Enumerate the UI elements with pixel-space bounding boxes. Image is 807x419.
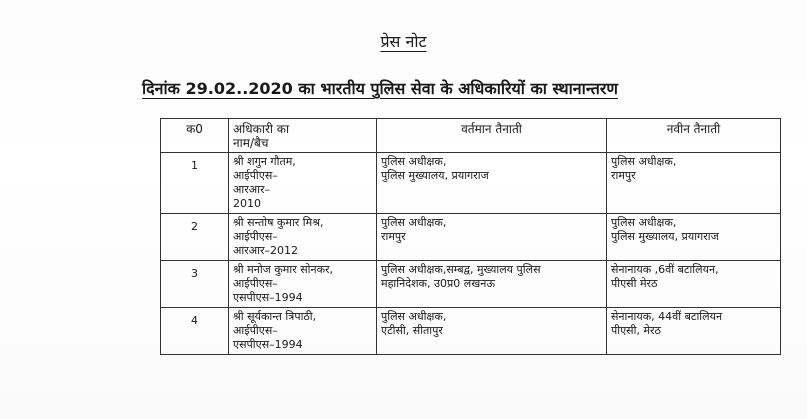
officer-name: श्री शगुन गौतम, — [233, 155, 296, 168]
officer-service: आईपीएस– — [233, 230, 278, 243]
current-post: पुलिस अधीक्षक, — [381, 155, 447, 168]
cell-current-posting — [377, 261, 607, 308]
document-title: प्रेस नोट — [380, 32, 427, 51]
cell-serial: 4 — [161, 308, 229, 355]
document-subtitle: दिनांक 29.02..2020 का भारतीय पुलिस सेवा के अधिकारियों का स्थानान्तरण — [142, 79, 618, 98]
officer-name: श्री मनोज कुमार सोनकर, — [233, 263, 334, 276]
table-row — [161, 308, 781, 355]
cell-officer — [229, 261, 377, 308]
header-officer — [229, 119, 377, 153]
new-location: पीएसी, मेरठ — [611, 324, 661, 337]
current-location: एटीसी, सीतापुर — [381, 324, 443, 337]
officer-service: आईपीएस– — [233, 324, 278, 337]
officer-batch: आरआर–2012 — [233, 244, 298, 257]
current-location: रामपुर — [381, 230, 406, 243]
current-post: पुलिस अधीक्षक, — [381, 310, 447, 323]
cell-serial: 1 — [161, 153, 229, 214]
officer-name: श्री सूर्यकान्त त्रिपाठी, — [233, 310, 317, 323]
officer-batch: आरआर– — [233, 183, 270, 196]
header-current-posting: वर्तमान तैनाती — [377, 119, 607, 153]
cell-current-posting — [377, 153, 607, 214]
new-post: सेनानायक ,6वीं बटालियन, — [611, 263, 719, 276]
cell-serial: 3 — [161, 261, 229, 308]
officer-batch: एसपीएस–1994 — [233, 291, 303, 304]
new-post: पुलिस अधीक्षक, — [611, 155, 677, 168]
table-header-row — [161, 119, 781, 153]
officer-batch: एसपीएस–1994 — [233, 338, 303, 351]
cell-officer — [229, 308, 377, 355]
cell-new-posting — [607, 214, 781, 261]
cell-officer — [229, 214, 377, 261]
current-location: पुलिस मुख्यालय, प्रयागराज — [381, 169, 489, 182]
new-location: पुलिस मुख्यालय, प्रयागराज — [611, 230, 719, 243]
header-new-posting: नवीन तैनाती — [607, 119, 781, 153]
header-officer-line2: नाम/बैच — [233, 136, 269, 150]
officer-name: श्री सन्तोष कुमार मिश्र, — [233, 216, 324, 229]
new-post: सेनानायक, 44वीं बटालियन — [611, 310, 723, 323]
new-post: पुलिस अधीक्षक, — [611, 216, 677, 229]
officer-service: आईपीएस– — [233, 169, 278, 182]
cell-serial: 2 — [161, 214, 229, 261]
cell-new-posting — [607, 308, 781, 355]
header-serial: क0 — [161, 119, 229, 153]
cell-officer — [229, 153, 377, 214]
table-row — [161, 153, 781, 214]
cell-current-posting — [377, 214, 607, 261]
officer-batch-year: 2010 — [233, 197, 261, 210]
table-row — [161, 214, 781, 261]
new-location: रामपुर — [611, 169, 636, 182]
header-officer-line1: अधिकारी का — [233, 122, 290, 136]
current-post: पुलिस अधीक्षक,सम्बद्व, मुख्यालय पुलिस — [381, 263, 541, 276]
cell-new-posting — [607, 153, 781, 214]
current-location: महानिदेशक, उ0प्र0 लखनऊ — [381, 277, 495, 290]
table-row — [161, 261, 781, 308]
current-post: पुलिस अधीक्षक, — [381, 216, 447, 229]
transfer-table — [160, 118, 781, 355]
new-location: पीएसी मेरठ — [611, 277, 658, 290]
cell-current-posting — [377, 308, 607, 355]
officer-service: आईपीएस– — [233, 277, 278, 290]
cell-new-posting — [607, 261, 781, 308]
